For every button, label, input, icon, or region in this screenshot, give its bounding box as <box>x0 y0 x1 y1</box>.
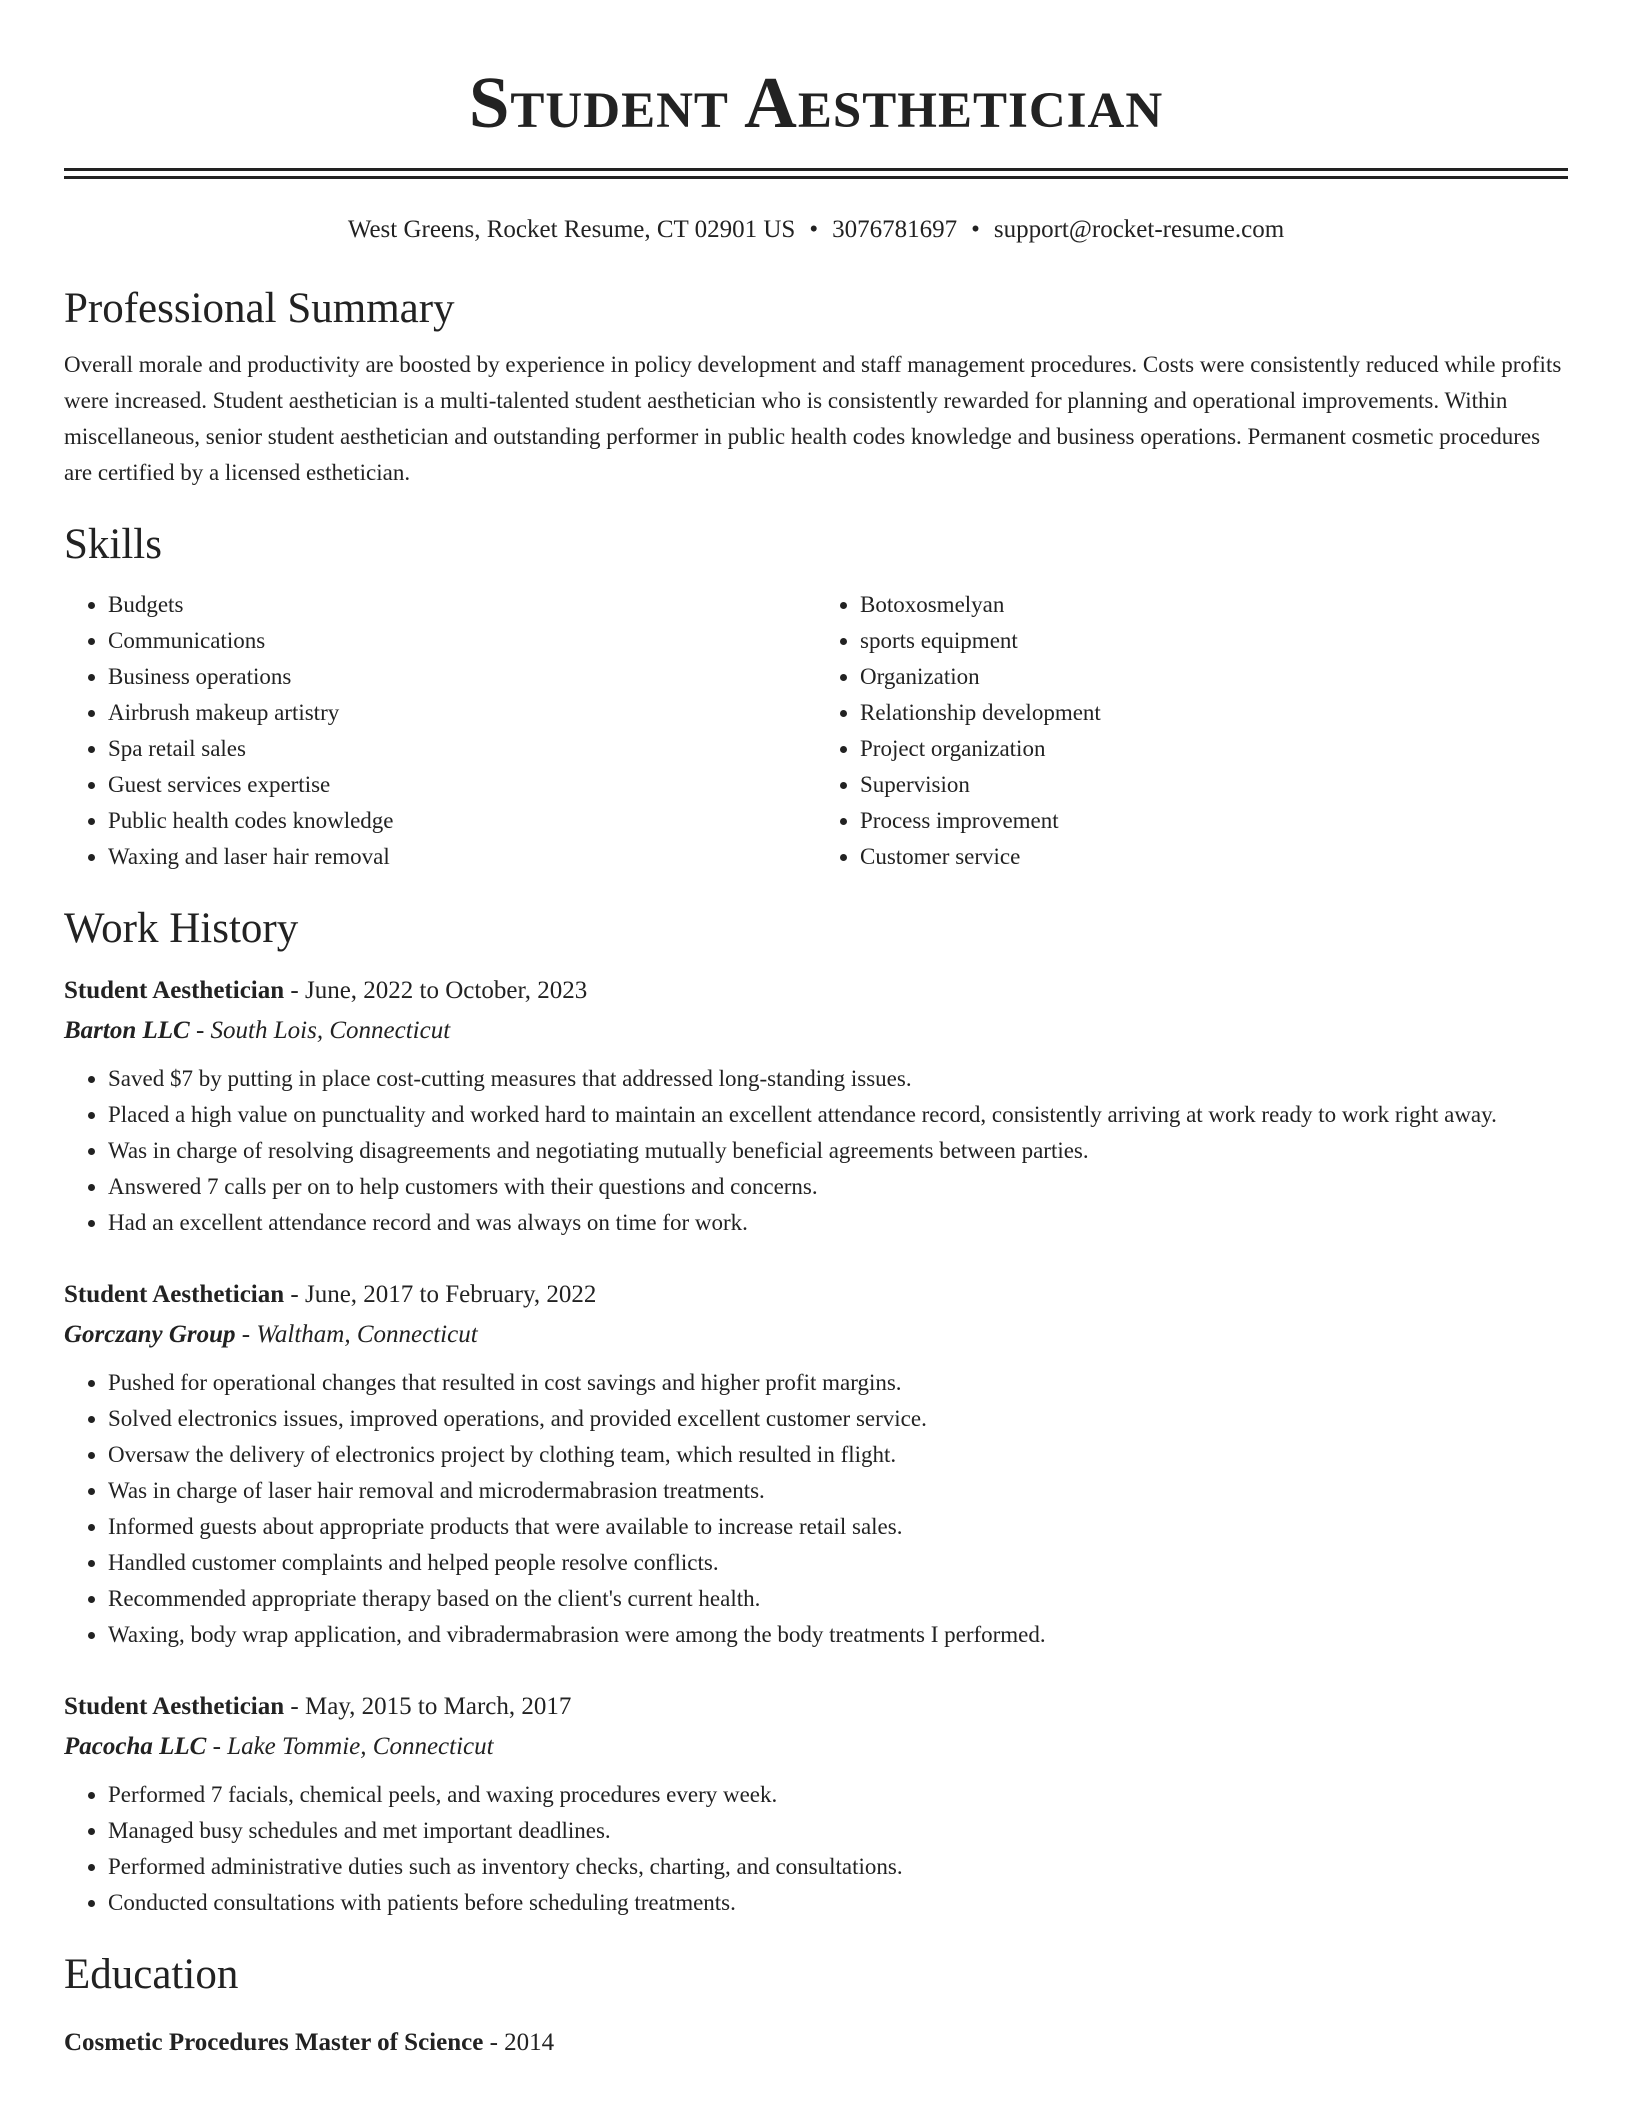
job-bullet: • Answered 7 calls per on to help customers with their questions and concerns. <box>108 1169 1568 1205</box>
skills-heading: Skills <box>64 521 162 568</box>
job-bullet: • Was in charge of laser hair removal and microdermabrasion treatments. <box>108 1473 1568 1509</box>
skill-item: • Botoxosmelyan <box>860 587 1568 623</box>
skill-item: • Organization <box>860 659 1568 695</box>
contact-address: West Greens, Rocket Resume, CT 02901 US <box>347 216 796 243</box>
job-company-line <box>64 1727 1568 1767</box>
job-title-line <box>64 971 1568 1011</box>
job-entry <box>64 971 1568 1241</box>
job-role: Student Aesthetician <box>64 977 285 1004</box>
job-bullets <box>64 1365 1568 1653</box>
skill-item: • Business operations <box>108 659 816 695</box>
skill-item: • sports equipment <box>860 623 1568 659</box>
job-role: Student Aesthetician <box>64 1693 285 1720</box>
job-dates: - May, 2015 to March, 2017 <box>284 1693 572 1720</box>
job-company: Gorczany Group <box>64 1321 236 1348</box>
skills-columns <box>64 587 1568 875</box>
skills-left-list <box>64 587 816 875</box>
job-bullet: • Had an excellent attendance record and was always on time for work. <box>108 1205 1568 1241</box>
job-entry <box>64 1275 1568 1653</box>
job-location: - Waltham, Connecticut <box>235 1321 478 1348</box>
skill-item: • Guest services expertise <box>108 767 816 803</box>
skill-item: • Airbrush makeup artistry <box>108 695 816 731</box>
job-bullet: • Recommended appropriate therapy based on the client's current health. <box>108 1581 1568 1617</box>
job-location: - Lake Tommie, Connecticut <box>206 1733 494 1760</box>
education-school: Cosmetic Procedures Master of Science <box>64 2029 484 2056</box>
job-dates: - June, 2022 to October, 2023 <box>284 977 588 1004</box>
education-year: - 2014 <box>483 2029 555 2056</box>
job-dates: - June, 2017 to February, 2022 <box>284 1281 597 1308</box>
skill-item: • Waxing and laser hair removal <box>108 839 816 875</box>
contact-phone: 3076781697 <box>832 216 958 243</box>
skills-right-list <box>816 587 1568 875</box>
job-bullet: • Waxing, body wrap application, and vibradermabrasion were among the body treatments I performed. <box>108 1617 1568 1653</box>
skill-item: • Relationship development <box>860 695 1568 731</box>
job-bullet: • Handled customer complaints and helped people resolve conflicts. <box>108 1545 1568 1581</box>
job-bullet: • Informed guests about appropriate products that were available to increase retail sales. <box>108 1509 1568 1545</box>
job-role: Student Aesthetician <box>64 1281 285 1308</box>
skill-item: • Public health codes knowledge <box>108 803 816 839</box>
skill-item: • Process improvement <box>860 803 1568 839</box>
job-bullet: • Conducted consultations with patients before scheduling treatments. <box>108 1885 1568 1921</box>
job-company: Pacocha LLC <box>64 1733 207 1760</box>
contact-line <box>64 213 1568 247</box>
job-bullet: • Oversaw the delivery of electronics project by clothing team, which resulted in flight. <box>108 1437 1568 1473</box>
contact-email: support@rocket-resume.com <box>993 216 1285 243</box>
skill-item: • Customer service <box>860 839 1568 875</box>
skill-item: • Supervision <box>860 767 1568 803</box>
job-title-line <box>64 1687 1568 1727</box>
skill-item: • Project organization <box>860 731 1568 767</box>
job-company: Barton LLC <box>64 1017 190 1044</box>
job-location: - South Lois, Connecticut <box>189 1017 451 1044</box>
contact-separator: • <box>971 216 980 243</box>
job-company-line <box>64 1315 1568 1355</box>
job-bullet: • Performed 7 facials, chemical peels, and waxing procedures every week. <box>108 1777 1568 1813</box>
job-company-line <box>64 1011 1568 1051</box>
job-title-line <box>64 1275 1568 1315</box>
job-bullet: • Pushed for operational changes that resulted in cost savings and higher profit margins. <box>108 1365 1568 1401</box>
job-bullets <box>64 1061 1568 1241</box>
skill-item: • Communications <box>108 623 816 659</box>
job-bullet: • Placed a high value on punctuality and worked hard to maintain an excellent attendance record, consistently arriving at work ready to work right away. <box>108 1097 1568 1133</box>
education-entry <box>64 2023 1568 2063</box>
job-bullet: • Was in charge of resolving disagreements and negotiating mutually beneficial agreements between parties. <box>108 1133 1568 1169</box>
job-bullet: • Saved $7 by putting in place cost-cutting measures that addressed long-standing issues. <box>108 1061 1568 1097</box>
summary-text: Overall morale and productivity are boosted by experience in policy development and staff management procedures. Costs were consistently reduced while profits were increased. Student aesthetician is a multi-talented student aesthetician who is consistently rewarded for planning and operational improvements. Within miscellaneous, senior student aesthetician and outstanding performer in public health codes knowledge and business operations. Permanent cosmetic procedures are certified by a licensed esthetician. <box>64 352 1562 485</box>
job-bullet: • Solved electronics issues, improved operations, and provided excellent customer service. <box>108 1401 1568 1437</box>
header-divider <box>64 168 1568 179</box>
job-entry <box>64 1687 1568 1921</box>
work-history-heading: Work History <box>64 905 299 952</box>
skill-item: • Spa retail sales <box>108 731 816 767</box>
education-heading: Education <box>64 1951 239 1998</box>
summary-heading: Professional Summary <box>64 285 455 332</box>
job-bullet: • Managed busy schedules and met important deadlines. <box>108 1813 1568 1849</box>
job-bullet: • Performed administrative duties such as inventory checks, charting, and consultations. <box>108 1849 1568 1885</box>
job-bullets <box>64 1777 1568 1921</box>
skill-item: • Budgets <box>108 587 816 623</box>
contact-separator: • <box>809 216 819 243</box>
resume-name: Student Aesthetician <box>468 62 1164 143</box>
